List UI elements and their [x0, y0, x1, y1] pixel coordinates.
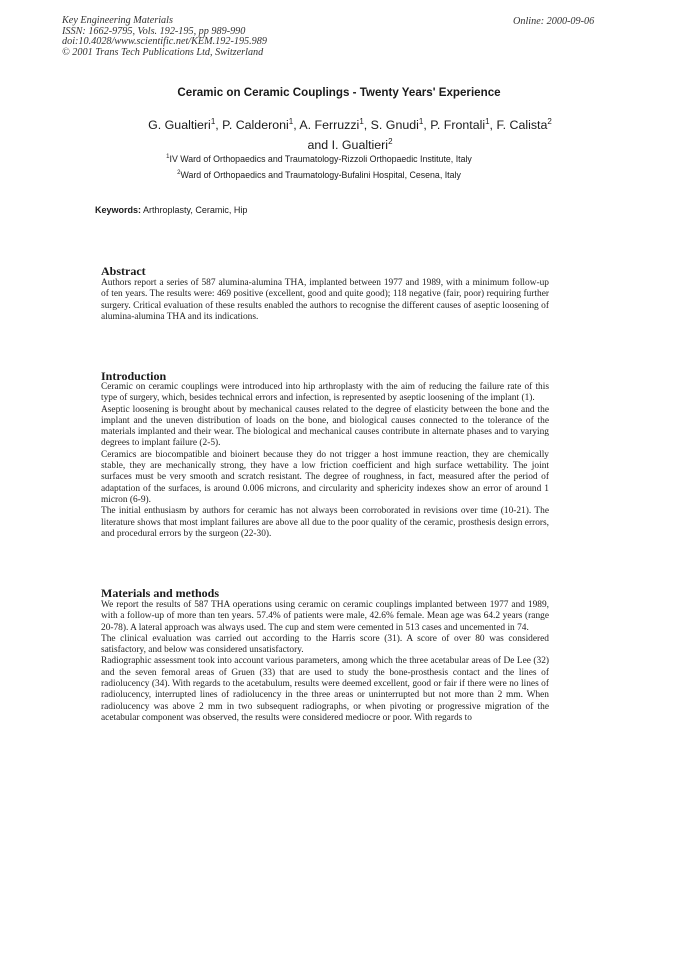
online-date: Online: 2000-09-06 [513, 16, 595, 27]
keywords-text: Arthroplasty, Ceramic, Hip [143, 205, 248, 215]
author: S. Gnudi$^1$ [370, 117, 424, 133]
introduction-body [101, 382, 549, 540]
issn-line: ISSN: 1662-9795, Vols. 192-195, pp 989-990 [62, 25, 246, 37]
author: G. Gualtieri$^1$ [148, 117, 216, 133]
copyright-line: © 2001 Trans Tech Publications Ltd, Switzerland [62, 46, 264, 58]
paragraph: Radiographic assessment took into account various parameters, among which the three acetabular areas of De Lee (32) and the seven femoral areas of Gruen (33) that are used to study the bone-prosthesis contact and the lines of radiolucency (34). With regards to the acetabulum, results were deemed excellent, good or fair if there were no lines of radiolucency, interrupted lines of radiolucency in the three areas or uninterrupted but not more than 2 mm. When radiolucency was above 2 mm in two subsequent radiographs, or when pivoting or progressive migration of the acetabular component was observed, the results were considered mediocre or poor. With regards to [101, 656, 549, 723]
affiliation-2: $^2$Ward of Orthopaedics and Traumatology-Bufalini Hospital, Cesena, Italy [177, 170, 461, 180]
affiliation-1: $^1$IV Ward of Orthopaedics and Traumatology-Rizzoli Orthopaedic Institute, Italy [166, 154, 472, 164]
abstract-heading: Abstract [101, 264, 146, 278]
doi-link[interactable]: doi:10.4028/www.scientific.net/KEM.192-195.989 [62, 36, 267, 48]
methods-body [101, 600, 549, 724]
paragraph: We report the results of 587 THA operations using ceramic on ceramic couplings implanted between 1977 and 1989, with a follow-up of more than ten years. 57.4% of patients were male, 42.6% female. Mean age was 64.2 years (range 20-78). A lateral approach was always used. The cup and stem were cemented in 513 cases and uncemented in 74. [101, 600, 549, 633]
journal-name: Key Engineering Materials [62, 15, 173, 26]
introduction-heading: Introduction [101, 369, 167, 383]
author: I. Gualtieri$^2$ [331, 136, 393, 152]
keywords-label: Keywords: [95, 205, 142, 215]
paper-title: Ceramic on Ceramic Couplings - Twenty Years' Experience [177, 86, 501, 99]
paragraph: Authors report a series of 587 alumina-alumina THA, implanted between 1977 and 1989, with a minimum follow-up of ten years. The results were: 469 positive (excellent, good and quite good); 118 negative (fair, poor) requiring further surgery. Critical evaluation of these results enabled the authors to recognise the different causes of aseptic loosening of alumina-alumina THA and its indications. [101, 278, 549, 322]
journal-header [62, 16, 362, 58]
paragraph: The clinical evaluation was carried out according to the Harris score (31). A score of over 80 was considered satisfactory, and below was considered unsatisfactory. [101, 633, 549, 656]
paragraph: Ceramic on ceramic couplings were introduced into hip arthroplasty with the aim of reducing the failure rate of this type of surgery, which, besides technical errors and infection, is represented by aseptic loosening of the implant (1). [101, 382, 549, 404]
author: P. Frontali$^1$ [430, 117, 490, 133]
abstract-body [101, 278, 549, 323]
paragraph: Aseptic loosening is brought about by mechanical causes related to the degree of elasticity between the bone and the implant and the uneven distribution of loads on the bone, and biological causes connected to the tolerance of the materials implanted and their wear. The biological and mechanical causes contribute in alternate phases and to varying degrees to implant failure (2-5). [101, 404, 549, 449]
paragraph: Ceramics are biocompatible and bioinert because they do not trigger a host immune reaction, they are chemically stable, they are mechanically strong, they have a low friction coefficient and high surface wettability. The joint surfaces must be very smooth and scratch resistant. The degree of roughness, in fact, measured after the period of adaptation of the surfaces, is around 0.006 microns, and circularity and sphericity indexes show an error of around 1 micron (6-9). [101, 449, 549, 505]
paragraph: The initial enthusiasm by authors for ceramic has not always been corroborated in revisions over time (10-21). The literature shows that most implant failures are above all due to the poor quality of the ceramic, prosthesis design errors, and procedural errors by the surgeon (22-30). [101, 506, 549, 539]
author: F. Calista$^2$ [496, 117, 552, 133]
author: P. Calderoni$^1$ [222, 117, 294, 133]
methods-heading: Materials and methods [101, 586, 219, 600]
author-list: G. Gualtieri$^1$, P. Calderoni$^1$, A. Ferruzzi$^1$, S. Gnudi$^1$, P. Frontali$^1$, F. Calista$^2$ and I. Gualtieri$^2$ [148, 117, 552, 152]
keywords [95, 205, 575, 215]
author: A. Ferruzzi$^1$ [299, 117, 364, 133]
